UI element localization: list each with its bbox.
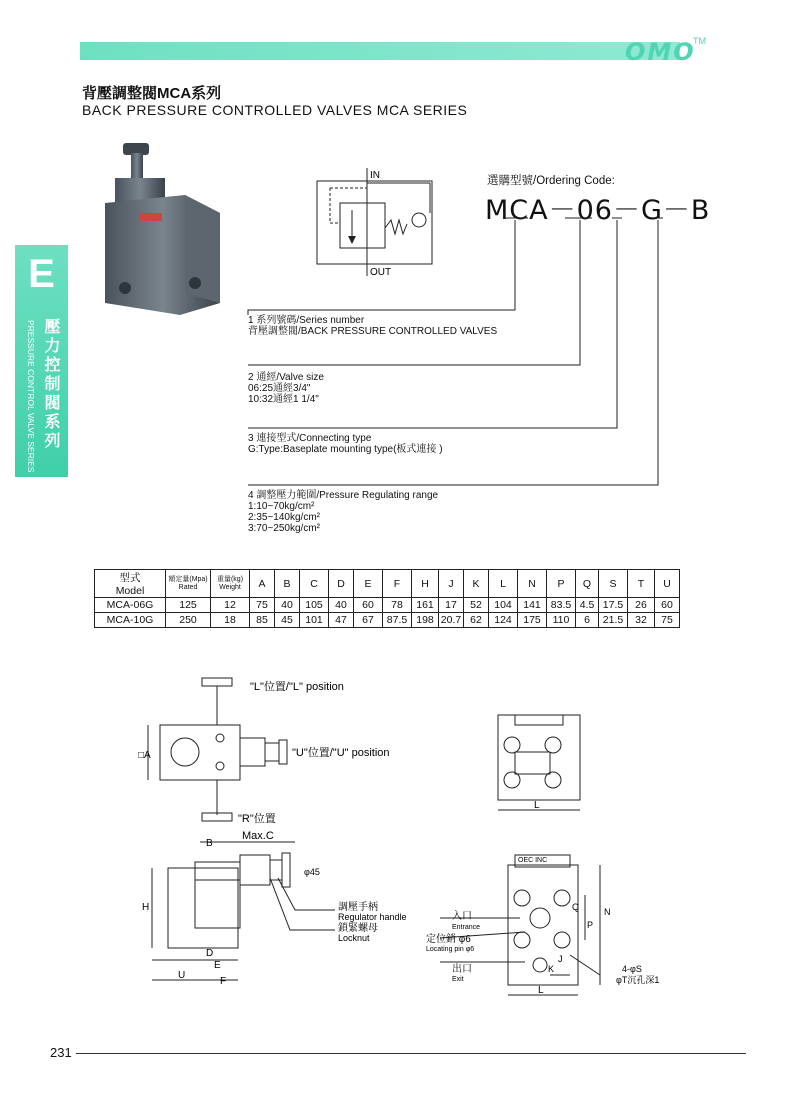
dim-d-label: D [206, 948, 214, 959]
header-col: F [383, 570, 412, 598]
exit-en-label: Exit [452, 976, 464, 983]
u-position-label: "U"位置/"U" position [292, 747, 390, 759]
note-connecting-type: 3 連接型式/Connecting type G:Type:Baseplate mounting type(板式連接 ) [248, 433, 443, 455]
valve-product-photo [95, 133, 245, 323]
header-col: Q [576, 570, 599, 598]
dim-b-label: B [206, 838, 213, 849]
dim-f-label: F [220, 976, 227, 987]
entrance-en-label: Entrance [452, 924, 481, 931]
symbol-out-label: OUT [370, 267, 392, 278]
header-col: P [547, 570, 576, 598]
dim-l-label: L [534, 800, 540, 811]
dim-h-label: H [142, 902, 150, 913]
header-bar [80, 42, 680, 60]
engineering-drawings [130, 670, 730, 1050]
dimension-table [94, 569, 680, 628]
dim-p-label: P [587, 920, 594, 930]
header-col: L [489, 570, 518, 598]
header-col: D [329, 570, 354, 598]
section-letter: E [28, 252, 55, 296]
header-col: J [439, 570, 464, 598]
dim-n-label: N [604, 907, 611, 917]
header-model: 型式 Model [95, 570, 166, 598]
brand-logo: OMO [625, 38, 696, 66]
ordering-code: MCA－06－G－B [485, 195, 711, 226]
exit-cn-label: 出口 [452, 964, 472, 975]
page-number: 231 [50, 1045, 72, 1060]
handle-en-label: Regulator handle [338, 912, 407, 922]
trademark-mark: TM [693, 36, 706, 46]
header-col: H [412, 570, 439, 598]
symbol-in-label: IN [370, 170, 380, 181]
header-weight: 重量(kg) Weight [211, 570, 250, 598]
table-row: MCA-10G 250 18 85 45 101 47 67 87.5 198 20.7 62 124 175 110 6 21.5 32 75 [95, 613, 680, 628]
header-col: N [518, 570, 547, 598]
plate-text: OEC INC [518, 857, 548, 864]
dim-phi45-label: φ45 [304, 867, 320, 877]
header-col: U [655, 570, 680, 598]
header-rated: 額定量(Mpa) Rated [166, 570, 211, 598]
pin-en-label: Locating pin φ6 [426, 946, 475, 953]
section-name-cn: 壓力控制閥系列 [42, 318, 59, 451]
ordering-code-label: 選購型號/Ordering Code: [487, 175, 615, 187]
note-series: 1 系列號碼/Series number 背壓調整閥/BACK PRESSURE CONTROLLED VALVES [248, 315, 498, 337]
section-name-en: PRESSURE CONTROL VALVE SERIES [26, 320, 36, 473]
header-col: B [275, 570, 300, 598]
page-title-en: BACK PRESSURE CONTROLLED VALVES MCA SERIES [82, 102, 468, 118]
header-col: A [250, 570, 275, 598]
header-col: T [628, 570, 655, 598]
locknut-cn-label: 鎖緊螺母 [338, 923, 378, 934]
footer-rule [76, 1053, 746, 1054]
dim-maxc-label: Max.C [242, 830, 274, 842]
dim-q-label: Q [572, 902, 580, 912]
l-position-label: "L"位置/"L" position [250, 681, 344, 693]
table-row: MCA-06G 125 12 75 40 105 40 60 78 161 17 52 104 141 83.5 4.5 17.5 26 60 [95, 598, 680, 613]
dim-e-label: E [214, 960, 221, 971]
holes-label-2: φT沉孔深1 [616, 975, 660, 985]
note-valve-size: 2 通經/Valve size 06:25通經3/4" 10:32通經1 1/4" [248, 372, 324, 405]
r-position-label: "R"位置 [238, 813, 276, 825]
dim-l2-label: L [538, 985, 544, 996]
handle-cn-label: 調壓手柄 [338, 902, 378, 913]
table-header-row [95, 570, 680, 598]
pin-cn-label: 定位銷 φ6 [426, 934, 471, 945]
header-col: E [354, 570, 383, 598]
note-pressure-range: 4 調整壓力範圍/Pressure Regulating range 1:10~70kg/cm² 2:35~140kg/cm² 3:70~250kg/cm² [248, 490, 439, 534]
locknut-en-label: Locknut [338, 933, 370, 943]
header-col: C [300, 570, 329, 598]
dim-a-label: □A [138, 750, 151, 761]
page-title-cn: 背壓調整閥MCA系列 [82, 85, 222, 102]
header-col: K [464, 570, 489, 598]
header-col: S [599, 570, 628, 598]
dim-k-label: K [548, 964, 555, 974]
entrance-cn-label: 入口 [452, 911, 472, 922]
holes-label-1: 4-φS [622, 964, 642, 974]
dim-u-label: U [178, 970, 186, 981]
dim-j-label: J [558, 954, 563, 964]
